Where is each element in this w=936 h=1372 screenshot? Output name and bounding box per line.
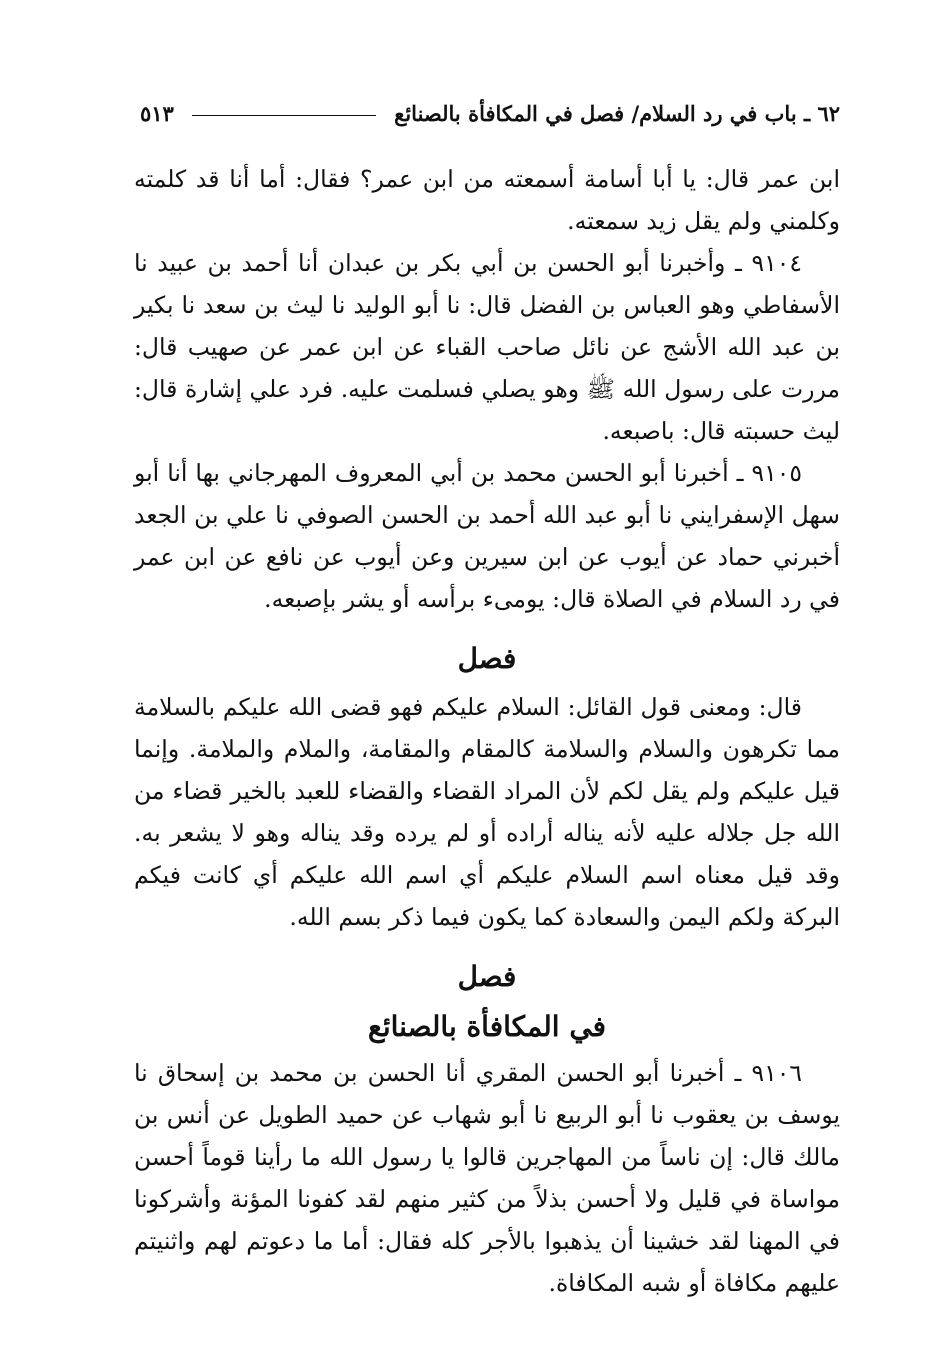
section-subheading: في المكافأة بالصنائع xyxy=(367,1010,607,1043)
section-heading-fasl-1: فصل xyxy=(457,642,517,675)
page-number: ٥١٣ xyxy=(140,100,174,126)
hadith-9106: ٩١٠٦ ـ أخبرنا أبو الحسن المقري أنا الحسن بن محمد بن إسحاق نا يوسف بن يعقوب نا أبو الربيع نا أبو شهاب عن حميد الطويل عن أنس بن مالك قال: إن ناساً من المهاجرين قالوا يا رسول الله ما رأينا قوماً أحسن مواساة في قليل ولا أحسن بذلاً من كثير منهم لقد كفونا المؤنة وأشركونا في المهنا لقد خشينا أن يذهبوا بالأجر كله فقال: أما ما دعوتم لهم واثنيتم عليهم مكافاة أو شبه المكافاة. xyxy=(134,1059,840,1297)
commentary-paragraph: قال: ومعنى قول القائل: السلام عليكم فهو قضى الله عليكم بالسلامة مما تكرهون والسلام والسلامة كالمقام والمقامة، والملام والملامة. وإنما قيل عليكم ولم يقل لكم لأن المراد القضاء والقضاء للعبد بالخير قضاء من الله جل جلاله عليه لأنه يناله أراده أو لم يرده وقد يناله وهو لا يشعر به. وقد قيل معناه اسم السلام عليكم أي اسم الله عليكم أي كانت فيكم البركة ولكم اليمن والسعادة كما يكون فيما ذكر بسم الله. xyxy=(134,693,840,931)
hadith-9104: ٩١٠٤ ـ وأخبرنا أبو الحسن بن أبي بكر بن عبدان أنا أحمد بن عبيد نا الأسفاطي وهو العباس بن الفضل قال: نا أبو الوليد نا ليث بن سعد نا بكير بن عبد الله الأشج عن نائل صاحب القباء عن ابن عمر عن صهيب قال: مررت على رسول الله ﷺ وهو يصلي فسلمت عليه. فرد علي إشارة قال: ليث حسبته قال: باصبعه. xyxy=(134,249,840,445)
paragraph-continued: ابن عمر قال: يا أبا أسامة أسمعته من ابن عمر؟ فقال: أما أنا قد كلمته وكلمني ولم يقل زيد سمعته. xyxy=(134,165,840,235)
section-heading-fasl-2: فصل xyxy=(457,960,517,993)
page-body xyxy=(134,158,840,1304)
header-title: ٦٢ ـ باب في رد السلام/ فصل في المكافأة بالصنائع xyxy=(394,100,840,126)
hadith-9105: ٩١٠٥ ـ أخبرنا أبو الحسن محمد بن أبي المعروف المهرجاني بها أنا أبو سهل الإسفرايني نا أبو عبد الله أحمد بن الحسن الصوفي نا علي بن الجعد أخبرني حماد عن أيوب عن ابن سيرين وعن أيوب عن نافع عن ابن عمر في رد السلام في الصلاة قال: يومىء برأسه أو يشر بإصبعه. xyxy=(134,459,840,613)
running-header xyxy=(140,96,840,130)
header-rule xyxy=(192,115,376,116)
